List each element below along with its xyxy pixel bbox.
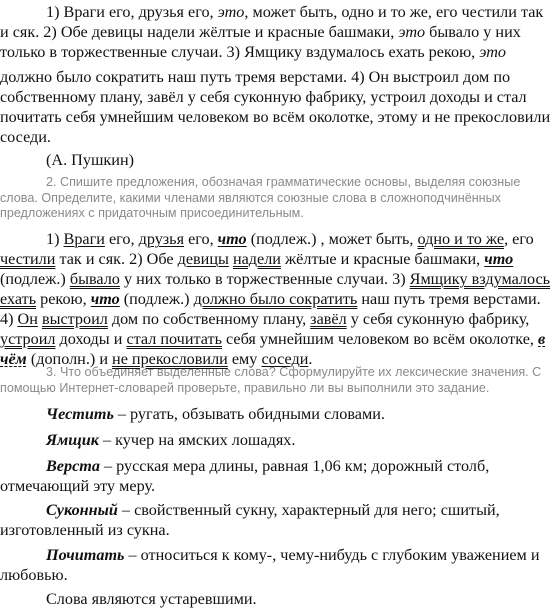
conjunctive-word: что (90, 290, 120, 308)
source-text-part1 (0, 2, 552, 62)
definition-text: – относиться к кому-, чему-нибудь с глубоким уважением и любовью. (0, 546, 540, 584)
definition-item (0, 545, 552, 585)
definition-text: – кучер на ямских лошадях. (98, 431, 296, 449)
definition-text: – свойственный сукну, характерный для него; сшитый, изготовленный из сукна. (0, 501, 500, 539)
conjunctive-word: что (217, 230, 247, 248)
text-segment: наш путь тремя верстами. 4) (0, 290, 541, 328)
subject: девицы (177, 250, 229, 268)
definition-term: Честить (46, 405, 114, 423)
predicate: завёл (310, 310, 347, 328)
text-segment: , может быть, одно и то же, его честили так и сяк. 2) Обе девицы надели жёлтые и красные башмаки, (0, 3, 544, 41)
text-segment: жёлтые и красные башмаки, (280, 250, 485, 268)
predicate: бывало (69, 270, 120, 288)
conclusion (0, 589, 552, 609)
subject: друзья (138, 230, 185, 248)
definition-term: Ямщик (46, 431, 99, 449)
predicate: Ямщику вздумалось ехать (0, 270, 551, 308)
definition-term: Суконный (46, 501, 118, 519)
definition-item (0, 404, 552, 424)
text-segment: так и сяк. 2) Обе (55, 250, 178, 268)
predicate: честили (0, 250, 56, 268)
conjunctive-word: что (484, 250, 514, 268)
annotated-text (0, 229, 552, 369)
text-segment: (подлеж.) , может быть, (246, 230, 418, 248)
predicate: выстроил (41, 310, 108, 328)
text-segment: 1) Враги его, друзья его, (46, 3, 218, 21)
subject: Он (17, 310, 38, 328)
predicate: не прекословили (112, 350, 228, 368)
task-2-instruction: 2. Спишите предложения, обозначая грамматические основы, выделяя союзные слова. Определите, какими членами являются союзные слова в сложноподчинённых предложениях с придаточным присоединительным. (0, 175, 521, 220)
text-segment: его, (184, 230, 218, 248)
definition-item (0, 456, 552, 496)
definition-term: Верста (46, 457, 100, 475)
predicate: устроил (0, 330, 56, 348)
text-segment: у них только в торжественные случаи. 3) (119, 270, 410, 288)
predicate: одно и то же (417, 230, 505, 248)
definition-text: – ругать, обзывать обидными словами. (113, 405, 385, 423)
text-segment: у себя суконную фабрику, (346, 310, 530, 328)
text-segment: 1) (46, 230, 64, 248)
text-segment: бывало у них только в торжественные случаи. 3) Ямщику вздумалось ехать рекою, (0, 23, 521, 61)
subject: соседи (261, 350, 309, 368)
definition-item (0, 500, 552, 540)
text-segment: рекою, (36, 290, 91, 308)
conclusion-text: Слова являются устаревшими. (46, 590, 257, 608)
text-segment: (дополн.) и (26, 350, 113, 368)
text-segment: должно было сократить наш путь тремя верстами. 4) Он выстроил дом по собственному плану, завёл у себя суконную фабрику, устроил доходы и стал почитать себя умнейшим человеком во всём околотке, этому и не прекословили соседи. (0, 68, 551, 146)
text-segment: (подлеж.) (119, 290, 194, 308)
highlight-word: это (479, 43, 506, 61)
text-segment: его, (104, 230, 139, 248)
predicate: надели (232, 250, 281, 268)
text-segment: доходы и (55, 330, 127, 348)
highlight-word: это (398, 23, 426, 41)
definition-item (0, 430, 552, 450)
predicate: должно было сократить (193, 290, 358, 308)
predicate: стал почитать (126, 330, 222, 348)
text-segment: (подлеж.) (0, 270, 70, 288)
text-segment: себя умнейшим человеком во всём околотке, (221, 330, 538, 348)
text-segment: ему (227, 350, 262, 368)
task-3-instruction: 3. Что объединяет выделенные слова? Сформулируйте их лексические значения. С помощью Интернет-словарей проверьте, правильно ли вы выполнили это задание. (0, 365, 542, 395)
highlight-word: это (217, 3, 245, 21)
definition-text: – русская мера длины, равная 1,06 км; дорожный столб, отмечающий эту меру. (0, 457, 490, 495)
author-line (46, 150, 446, 170)
definition-term: Почитать (46, 546, 125, 564)
author: (А. Пушкин) (46, 151, 135, 169)
text-segment: , его (504, 230, 534, 248)
text-segment: . (308, 350, 313, 368)
source-text-part2 (0, 67, 552, 147)
text-segment: дом по собственному плану, (107, 310, 311, 328)
conjunctive-word: в чём (0, 330, 546, 368)
subject: Враги (63, 230, 105, 248)
